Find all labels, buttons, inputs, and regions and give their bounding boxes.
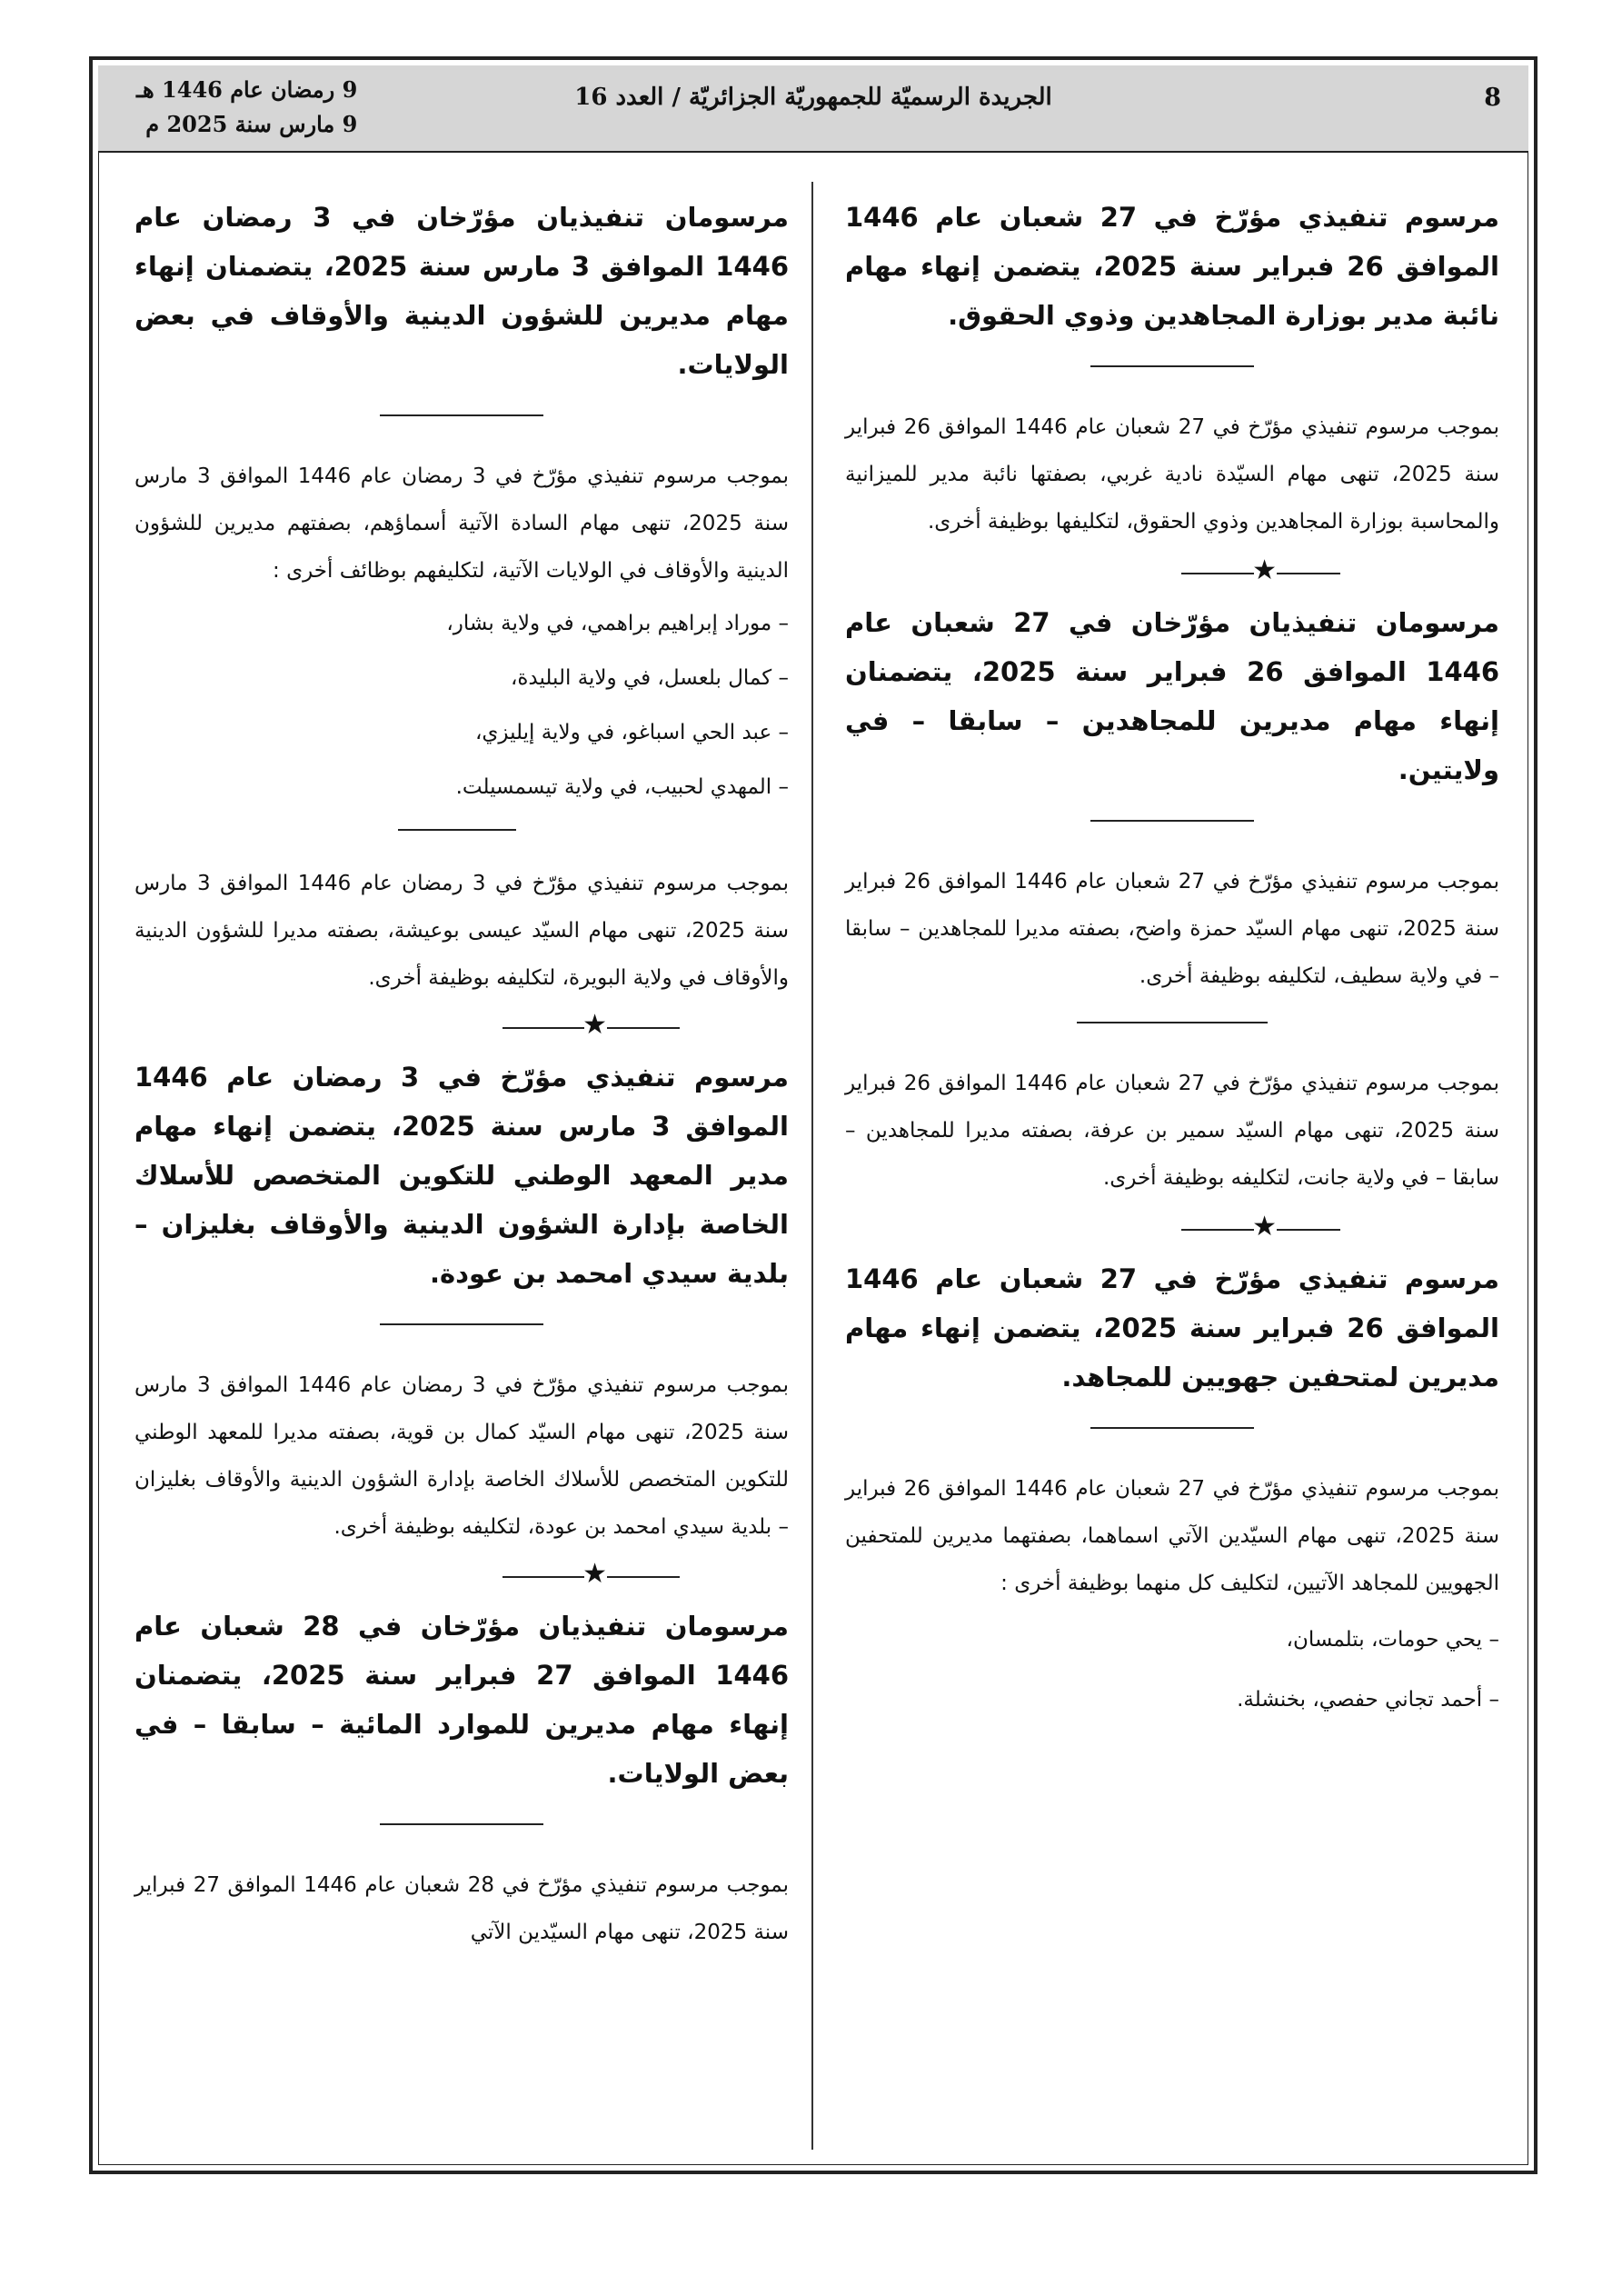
issue-date: [136, 73, 357, 142]
page-header: [98, 65, 1528, 153]
decree-body: بموجب مرسوم تنفيذي مؤرّخ في 3 رمضان عام 1446 الموافق 3 مارس سنة 2025، تنهى مهام السيّد كمال بن قوية، بصفته مديرا للمعهد الوطني للتكوين المتخصص للأسلاك الخاصة بإدارة الشؤون الدينية والأوقاف بغليزان – بلدية سيدي امحمد بن عودة، لتكليفه بوظيفة أخرى.: [134, 1373, 790, 1539]
short-separator: [380, 414, 543, 416]
date-gregorian: 9 مارس سنة 2025 م: [145, 111, 358, 137]
short-separator: [380, 1323, 543, 1325]
list-item: – عبد الحي اسباغو، في ولاية إيليزي،: [474, 721, 789, 744]
list-item: – المهدي لحبيب، في ولاية تيسمسيلت.: [455, 775, 789, 799]
right-column: [845, 191, 1499, 1723]
short-separator: [1090, 1427, 1254, 1429]
decree-heading: مرسومان تنفيذيان مؤرّخان في 27 شعبان عام 1446 الموافق 26 فبراير سنة 2025، يتضمنان إنهاء مهام مديرين للمجاهدين – سابقا – في ولايتين.: [845, 607, 1500, 785]
journal-title: الجريدة الرسميّة للجمهوريّة الجزائريّة / العدد 16: [574, 84, 1052, 111]
decree-heading: مرسوم تنفيذي مؤرّخ في 3 رمضان عام 1446 الموافق 3 مارس سنة 2025، يتضمن إنهاء مهام مدير المعهد الوطني للتكوين المتخصص للأسلاك الخاصة بإدارة الشؤون الدينية والأوقاف بغليزان – بلدية سيدي امحمد بن عودة.: [134, 1062, 790, 1289]
decree-body: بموجب مرسوم تنفيذي مؤرّخ في 27 شعبان عام 1446 الموافق 26 فبراير سنة 2025، تنهى مهام السيّدة نادية غربي، بصفتها نائبة مدير للميزانية والمحاسبة بوزارة المجاهدين وذوي الحقوق، لتكليفها بوظيفة أخرى.: [845, 415, 1499, 534]
short-separator: [398, 829, 516, 831]
star-separator: [845, 554, 1499, 587]
decree-heading: مرسوم تنفيذي مؤرّخ في 27 شعبان عام 1446 الموافق 26 فبراير سنة 2025، يتضمن إنهاء مهام مديرين لمتحفين جهويين للمجاهد.: [845, 1263, 1500, 1393]
short-separator: [1090, 820, 1254, 822]
list-item: – كمال بلعسل، في ولاية البليدة،: [510, 666, 789, 690]
page-number: 8: [1484, 84, 1501, 112]
star-separator: [134, 1009, 789, 1042]
decree-heading: مرسومان تنفيذيان مؤرّخان في 28 شعبان عام 1446 الموافق 27 فبراير سنة 2025، يتضمنان إنهاء مهام مديرين للموارد المائية – سابقا – في بعض الولايات.: [134, 1611, 790, 1789]
decree-heading: مرسومان تنفيذيان مؤرّخان في 3 رمضان عام 1446 الموافق 3 مارس سنة 2025، يتضمنان إنهاء مهام مديرين للشؤون الدينية والأوقاف في بعض الولايات.: [134, 202, 789, 380]
list-item: – يحي حومات، بتلمسان،: [1286, 1628, 1499, 1652]
decree-body: بموجب مرسوم تنفيذي مؤرّخ في 27 شعبان عام 1446 الموافق 26 فبراير سنة 2025، تنهى مهام السيّد حمزة واضح، بصفته مديرا للمجاهدين – سابقا – في ولاية سطيف، لتكليفه بوظيفة أخرى.: [845, 870, 1499, 988]
column-divider: [811, 182, 813, 2150]
decree-body: بموجب مرسوم تنفيذي مؤرّخ في 3 رمضان عام 1446 الموافق 3 مارس سنة 2025، تنهى مهام السيّد عيسى بوعيشة، بصفته مديرا للشؤون الدينية والأوقاف في ولاية البويرة، لتكليفه بوظيفة أخرى.: [134, 872, 790, 990]
star-icon: ★: [1252, 554, 1277, 586]
decree-body: بموجب مرسوم تنفيذي مؤرّخ في 27 شعبان عام 1446 الموافق 26 فبراير سنة 2025، تنهى مهام السيّد سمير بن عرفة، بصفته مديرا للمجاهدين – سابقا – في ولاية جانت، لتكليفه بوظيفة أخرى.: [845, 1072, 1499, 1190]
decree-heading: مرسوم تنفيذي مؤرّخ في 27 شعبان عام 1446 الموافق 26 فبراير سنة 2025، يتضمن إنهاء مهام نائبة مدير بوزارة المجاهدين وذوي الحقوق.: [845, 202, 1500, 331]
short-separator: [380, 1823, 543, 1825]
left-column: [134, 191, 789, 1956]
list-item: – موراد إبراهيم براهمي، في ولاية بشار،: [446, 612, 789, 635]
short-separator: [1090, 365, 1254, 367]
decree-body: بموجب مرسوم تنفيذي مؤرّخ في 3 رمضان عام 1446 الموافق 3 مارس سنة 2025، تنهى مهام السادة الآتية أسماؤهم، بصفتهم مديرين للشؤون الدينية والأوقاف في الولايات الآتية، لتكليفهم بوظائف أخرى :: [134, 464, 790, 583]
star-icon: ★: [1252, 1211, 1277, 1243]
short-separator: [1077, 1022, 1268, 1023]
star-icon: ★: [582, 1009, 607, 1041]
star-separator: [134, 1558, 789, 1591]
decree-body: بموجب مرسوم تنفيذي مؤرّخ في 28 شعبان عام 1446 الموافق 27 فبراير سنة 2025، تنهى مهام السيّدين الآتي: [134, 1873, 789, 1944]
list-item: – أحمد تجاني حفصي، بخنشلة.: [1237, 1688, 1499, 1712]
date-hijri: 9 رمضان عام 1446 هـ: [136, 76, 358, 103]
star-icon: ★: [582, 1558, 607, 1590]
decree-body: بموجب مرسوم تنفيذي مؤرّخ في 27 شعبان عام 1446 الموافق 26 فبراير سنة 2025، تنهى مهام السيّدين الآتي اسماهما، بصفتهما مديرين للمتحفين الجهويين للمجاهد الآتيين، لتكليف كل منهما بوظيفة أخرى :: [845, 1477, 1499, 1595]
star-separator: [845, 1211, 1499, 1243]
